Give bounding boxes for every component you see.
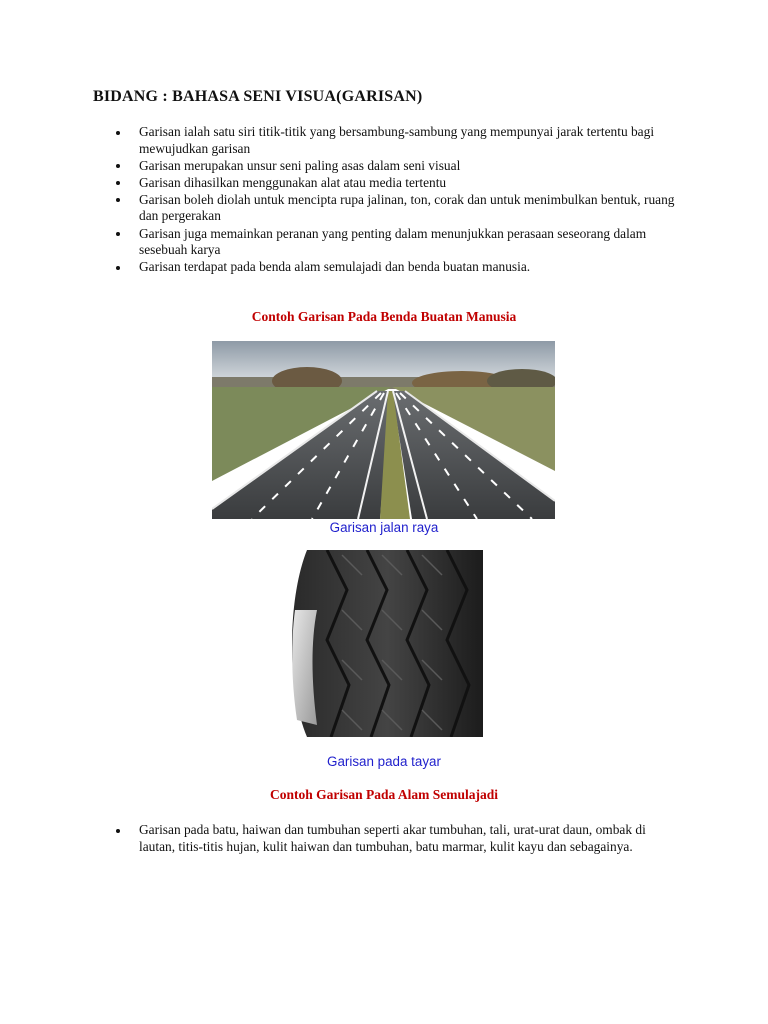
- list-item: Garisan merupakan unsur seni paling asas dalam seni visual: [0, 158, 768, 175]
- list-item: Garisan pada batu, haiwan dan tumbuhan seperti akar tumbuhan, tali, urat-urat daun, ombak di lautan, titis-titis hujan, kulit haiwan dan tumbuhan, batu marmar, kulit kayu dan sebagainya.: [0, 822, 768, 855]
- page-title: BIDANG : BAHASA SENI VISUA(GARISAN): [93, 88, 423, 105]
- tyre-caption: Garisan pada tayar: [327, 754, 441, 769]
- list-item: Garisan juga memainkan peranan yang penting dalam menunjukkan perasaan seseorang dalam sesebuah karya: [0, 226, 768, 259]
- list-item: Garisan boleh diolah untuk mencipta rupa jalinan, ton, corak dan untuk menimbulkan bentuk, ruang dan pergerakan: [0, 192, 768, 225]
- road-photo: [212, 341, 555, 519]
- list-item: Garisan ialah satu siri titik-titik yang bersambung-sambung yang mempunyai jarak tertentu bagi mewujudkan garisan: [0, 124, 768, 157]
- bullet-icon: [116, 198, 120, 202]
- nature-bullet-list: [0, 822, 768, 856]
- intro-bullet-list: [0, 124, 768, 276]
- tyre-photo: [287, 550, 483, 737]
- bullet-icon: [116, 181, 120, 185]
- list-item: Garisan dihasilkan menggunakan alat atau media tertentu: [0, 175, 768, 192]
- list-item: Garisan terdapat pada benda alam semulajadi dan benda buatan manusia.: [0, 259, 768, 276]
- bullet-icon: [116, 164, 120, 168]
- bullet-icon: [116, 829, 120, 833]
- manmade-heading: Contoh Garisan Pada Benda Buatan Manusia: [251, 309, 517, 324]
- bullet-icon: [116, 232, 120, 236]
- nature-heading: Contoh Garisan Pada Alam Semulajadi: [269, 787, 499, 802]
- road-caption: Garisan jalan raya: [329, 520, 439, 535]
- bullet-icon: [116, 131, 120, 135]
- bullet-icon: [116, 266, 120, 270]
